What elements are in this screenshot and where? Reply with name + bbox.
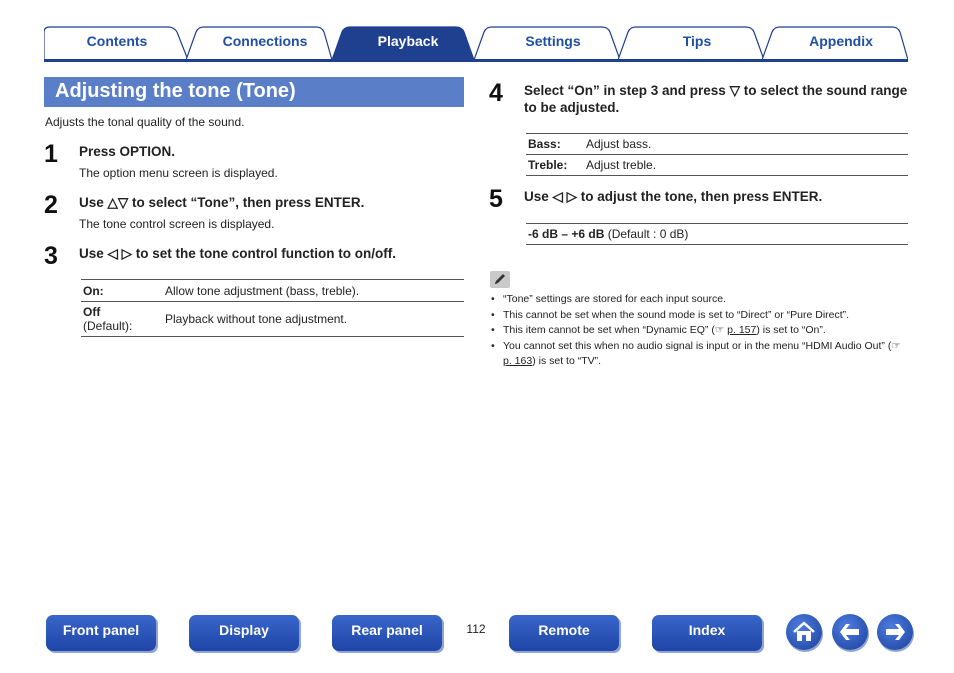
tone-default: (Default : 0 dB) xyxy=(607,227,689,241)
list-item xyxy=(489,339,909,370)
note-text: ) is set to “TV”. xyxy=(532,355,602,367)
pointing-hand-icon: ☞ xyxy=(714,324,725,336)
tab-label: Playback xyxy=(377,33,439,49)
table-row xyxy=(81,302,464,337)
index-button[interactable]: Index xyxy=(652,615,762,651)
tab-appendix[interactable] xyxy=(762,26,908,60)
display-button[interactable]: Display xyxy=(189,615,299,651)
step-text: Use ◁ ▷ to adjust the tone, then press ENTER. xyxy=(524,189,823,204)
table-row xyxy=(81,280,464,302)
back-button[interactable] xyxy=(832,614,868,650)
tab-label: Appendix xyxy=(809,33,873,49)
option-value: Playback without tone adjustment. xyxy=(163,302,464,337)
page-reference-link[interactable]: p. 157 xyxy=(727,324,757,336)
table-row xyxy=(526,155,908,176)
section-title: Adjusting the tone (Tone) xyxy=(44,77,464,107)
option-value: Adjust bass. xyxy=(584,134,908,155)
table-row xyxy=(526,224,908,245)
pencil-icon xyxy=(490,271,510,288)
step-number: 5 xyxy=(489,185,503,213)
option-key: Treble: xyxy=(526,155,584,176)
step-number: 3 xyxy=(44,242,58,270)
tab-label: Settings xyxy=(525,33,581,49)
step-3 xyxy=(44,242,464,270)
tab-playback[interactable] xyxy=(332,26,474,60)
option-key: Bass: xyxy=(526,134,584,155)
tab-settings[interactable] xyxy=(474,26,620,60)
option-value: Allow tone adjustment (bass, treble). xyxy=(163,280,464,302)
tab-label: Contents xyxy=(86,33,148,49)
tab-bar-underline xyxy=(44,59,908,62)
note-text: ) is set to “On”. xyxy=(756,324,826,336)
tab-label: Tips xyxy=(682,33,712,49)
table-row xyxy=(526,134,908,155)
note-text: You cannot set this when no audio signal is input or in the menu “HDMI Audio Out” ( xyxy=(503,339,892,352)
note-text: This item cannot be set when “Dynamic EQ” ( xyxy=(503,324,715,336)
list-item: • “Tone” settings are stored for each input source. xyxy=(489,292,909,308)
arrow-right-icon xyxy=(877,614,913,650)
tab-contents[interactable] xyxy=(44,26,190,60)
front-panel-button[interactable]: Front panel xyxy=(46,615,156,651)
tab-label: Connections xyxy=(222,33,308,49)
step-4 xyxy=(489,79,909,116)
option-value: Adjust treble. xyxy=(584,155,908,176)
step-text: Use ◁ ▷ to set the tone control function to on/off. xyxy=(79,246,396,261)
list-item: • This cannot be set when the sound mode is set to “Direct” or “Pure Direct”. xyxy=(489,308,909,324)
right-column xyxy=(489,79,909,370)
list-item xyxy=(489,323,909,339)
step-text: Use △▽ to select “Tone”, then press ENTER. xyxy=(79,195,365,210)
tone-onoff-table xyxy=(81,279,464,337)
option-key-default: (Default): xyxy=(83,319,133,333)
option-key: Off xyxy=(83,305,101,319)
section-intro: Adjusts the tonal quality of the sound. xyxy=(45,115,245,129)
left-column xyxy=(44,77,464,337)
step-text: Select “On” in step 3 and press ▽ to select the sound range to be adjusted. xyxy=(524,83,908,115)
step-1 xyxy=(44,140,464,180)
step-number: 4 xyxy=(489,79,503,107)
tab-tips[interactable] xyxy=(618,26,764,60)
step-result: The option menu screen is displayed. xyxy=(79,166,278,180)
tab-bar xyxy=(44,26,908,62)
forward-button[interactable] xyxy=(877,614,913,650)
home-button[interactable] xyxy=(786,614,822,650)
sound-range-table xyxy=(526,133,908,176)
step-number: 2 xyxy=(44,191,58,219)
step-result: The tone control screen is displayed. xyxy=(79,217,275,231)
tone-range-cell xyxy=(526,224,908,245)
home-icon xyxy=(786,614,822,650)
remote-button[interactable]: Remote xyxy=(509,615,619,651)
step-5 xyxy=(489,185,909,213)
tab-connections[interactable] xyxy=(186,26,332,60)
tone-range-table xyxy=(526,223,908,245)
step-text: Press OPTION. xyxy=(79,144,176,159)
step-2 xyxy=(44,191,464,231)
option-key: On: xyxy=(81,280,163,302)
tone-range: -6 dB – +6 dB xyxy=(528,227,605,241)
pointing-hand-icon: ☞ xyxy=(891,339,901,352)
page-number: 112 xyxy=(466,622,486,636)
rear-panel-button[interactable]: Rear panel xyxy=(332,615,442,651)
notes-list xyxy=(489,292,909,370)
step-number: 1 xyxy=(44,140,58,168)
page-reference-link[interactable]: p. 163 xyxy=(503,355,533,367)
arrow-left-icon xyxy=(832,614,868,650)
option-key-cell xyxy=(81,302,163,337)
